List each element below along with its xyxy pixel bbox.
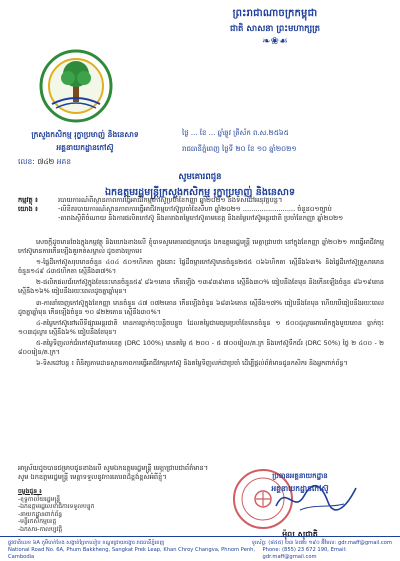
date-block	[182, 129, 382, 155]
salutation: សូមគោរពជូន	[178, 172, 222, 182]
ministry-line: ក្រសួងកសិកម្ម រុក្ខាប្រមាញ់ និងនេសាទ	[31, 130, 139, 139]
recipients-heading: ចម្លងជូន ៖	[18, 488, 42, 495]
recipient-item: -ឯកសារ-កាលប្បវត្តិ	[18, 525, 63, 533]
body-paragraph: សេចក្តីដូចមានចែងក្នុងកម្មវត្ថុ និងយោងខាងលើ ខ្ញុំបាទសូមគោរពជម្រាបជូន ឯកឧត្តមរដ្ឋមន្ត្រី មេត្តាជ្រាបថា នៅក្នុងខែកញ្ញា ឆ្នាំ២០២១ ការធ្វើអាជីវកម្មកៅស៊ូមានការកើនឡើងគួរកត់សម្គាល់ ដូចខាងក្រោម៖	[18, 238, 384, 256]
handwritten-signature	[270, 478, 360, 518]
ref-label: លេខ:	[18, 157, 35, 166]
reference-number	[18, 157, 71, 168]
body-paragraph: ២-ផលិតផលជ័រកៅស៊ូក្នុងខែនេះមានចំនួន៥៩ ៨៦១តោន កើនឡើង ១៣៩៣៩តោន ស្មើនឹង៣០% ធៀបនឹងខែមុន និងកើនឡើងចំនួន ៨៦១៩តោន ស្មើនឹង១៦% ធៀបនឹងរយៈពេលដូចគ្នាឆ្នាំមុន។	[18, 278, 384, 296]
closing-line: សូម ឯកឧត្តមរដ្ឋមន្ត្រី មេត្តាទទួលនូវការគោរពដ៏ខ្ពង់ខ្ពស់អំពីខ្ញុំ។	[18, 473, 167, 481]
ref-suffix: អគន	[56, 157, 72, 166]
body-paragraph: ៥-តម្លៃទិញលក់ជ័រកៅស៊ូនៅតាមខេត្ត (DRC 100%) មានតម្លៃ ៥ ២០០ - ៥ ៧០០រៀល/គ.ក្រ និងកៅស៊ូទឹកជ័រ (DRC 50%) ថ្លៃ ២ ៤០០ - ២ ៨០០រៀន/គ.ក្រ។	[18, 338, 384, 357]
subject-text: របាយការណ៍ពីស្ថានភាពការធ្វើអាជីវកម្មកៅស៊ូប្រចាំខែកញ្ញា ឆ្នាំ២០២១ និងទិសដៅអនុវត្តបន្ត។	[58, 196, 283, 204]
signatory-title: ប្រធានអគ្គនាយកដ្ឋាន	[272, 472, 328, 480]
department-line: អគ្គនាយកដ្ឋានកៅស៊ូ	[56, 143, 114, 152]
ministry-name	[10, 130, 160, 154]
reference-label: យោង ៖	[18, 205, 38, 213]
recipient-item: -ឯកឧត្តមរដ្ឋលេខាធិការទទួលបន្ទុក	[18, 503, 95, 511]
national-motto: ជាតិ សាសនា ព្រះមហាក្សត្រ	[229, 24, 321, 34]
body-paragraph: ៦-ទិសដៅបន្ត ៖ ពិនិត្យតាមដានស្ថានភាពការធ្វើអាជីវកម្មកៅស៊ូ និងតម្លៃទិញលក់ជាប្រចាំ ដើម្បីផ្តល់ព័ត៌មានជូនកសិករ និងអ្នកពាក់ព័ន្ធ។	[36, 359, 348, 368]
signatory-name: ម៉ុល សុជាតិ	[282, 530, 318, 539]
subject-label: កម្មវត្ថុ ៖	[18, 196, 38, 204]
recipient-item: -មន្ទីរកសិកម្មខេត្ត	[18, 518, 57, 526]
ornament-divider: ❧❀☙	[262, 36, 288, 47]
ministry-logo	[38, 48, 114, 124]
lunar-date: ថ្ងៃ ... ខែ ... ឆ្នាំឆ្លូវ ត្រីស័ក ព.ស.២៥៦៥	[182, 129, 289, 137]
body-paragraph: ៣-ការនាំចេញកៅស៊ូក្នុងខែកញ្ញា មានចំនួន ៤៧ ០៧២តោន កើនឡើងចំនួន ៦៨៣៦តោន ស្មើនឹង១៧% ធៀបនឹងខែមុន ហើយបើធៀបនឹងរយៈពេលដូចគ្នាឆ្នាំមុន កើនឡើងចំនួន ១០ ៨២២តោន ស្មើនឹង៣០%។	[18, 298, 384, 316]
subject-block	[18, 196, 384, 223]
footer-address-kh: ផ្លូវជាតិលេខ ៦A ភូមិបាក់ខែង សង្កាត់ព្រែកលៀប ខណ្ឌជ្រោយចង្វារ រាជធានីភ្នំពេញ	[8, 540, 165, 546]
letterhead	[160, 6, 390, 47]
closing-line: អាស្រ័យដូចបានជម្រាបជូនខាងលើ សូមឯកឧត្តមរដ្ឋមន្ត្រី មេត្តាជ្រាបជាព័ត៌មាន។	[18, 464, 209, 472]
solar-date: រាជធានីភ្នំពេញ ថ្ងៃទី ២០ ខែ ១០ ឆ្នាំ២០២១	[182, 145, 297, 153]
body-paragraph: ៤-តម្លៃកៅស៊ូនៅលើទីផ្សារអន្តរជាតិ មានការធ្លាក់ចុះបន្តិចបន្តួច ដែលតម្លៃជាមធ្យមប្រចាំខែមានចំនួន ១ ៥០០ដុល្លារអាមេរិកក្នុងមួយតោន ធ្លាក់ចុះ ១០៣ដុល្លារ ស្មើនឹង៦% ធៀបនឹងខែមុន។	[18, 318, 384, 336]
letter-footer	[0, 536, 400, 561]
footer-contact-kh: ទូរស័ព្ទ: (៨៥៥) ២៣ ៦៧២ ១៩០ អ៊ីមែល: gdr.maff@gmail.com	[251, 540, 392, 546]
recipient-item: -នាយកដ្ឋានពាក់ព័ន្ធ	[18, 510, 63, 518]
ref-value: ៧៤២	[37, 157, 55, 166]
addressee: ឯកឧត្តមរដ្ឋមន្ត្រីក្រសួងកសិកម្ម រុក្ខាប្រមាញ់ និងនេសាទ	[105, 187, 295, 198]
kingdom-title: ព្រះរាជាណាចក្រកម្ពុជា	[232, 8, 318, 19]
footer-contact-en: Phone: (855) 23 672 190, Email: gdr.maff@gmail.com	[262, 547, 347, 560]
letter-body	[18, 238, 384, 370]
footer-address-en: National Road No. 6A, Phum Bakkheng, Sangkat Prek Leap, Khan Chroy Changva, Phnom Penh, Cambodia	[8, 547, 256, 560]
signatory-department: អគ្គនាយកដ្ឋានកៅស៊ូ	[271, 484, 329, 493]
body-paragraph: ១-ផ្ទៃដីកៅស៊ូសរុបមានចំនួន ៤០៤ ៥០១ហិកតា ក្នុងនោះ ផ្ទៃដីចម្ការកៅស៊ូមានចំនួន២៥៥ ០៦៦ហិកតា ស្មើនឹង៦៣% និងផ្ទៃដីកៅស៊ូគ្រួសារមានចំនួន១៤៩ ៤៣៥ហិកតា ស្មើនឹង៣៧%។	[18, 258, 384, 276]
copy-recipients	[18, 488, 148, 534]
reference-item: -លិខិតរបាយការណ៍ស្ថានភាពការធ្វើអាជីវកម្មកៅស៊ូប្រចាំខែសីហា ឆ្នាំ២០២១ ......................... ចំនួន០១ច្បាប់	[58, 205, 332, 213]
recipient-item: -ខុទ្ទកាល័យរដ្ឋមន្ត្រី	[18, 495, 61, 503]
reference-item: -តារាងស្ថិតិចំណាយ និងការផលិតកៅស៊ូ និងតារាងតម្លៃកៅស៊ូតាមខេត្ត និងតម្លៃកៅស៊ូអន្តរជាតិ ប្រចាំខែកញ្ញា ឆ្នាំ២០២១	[58, 214, 344, 222]
